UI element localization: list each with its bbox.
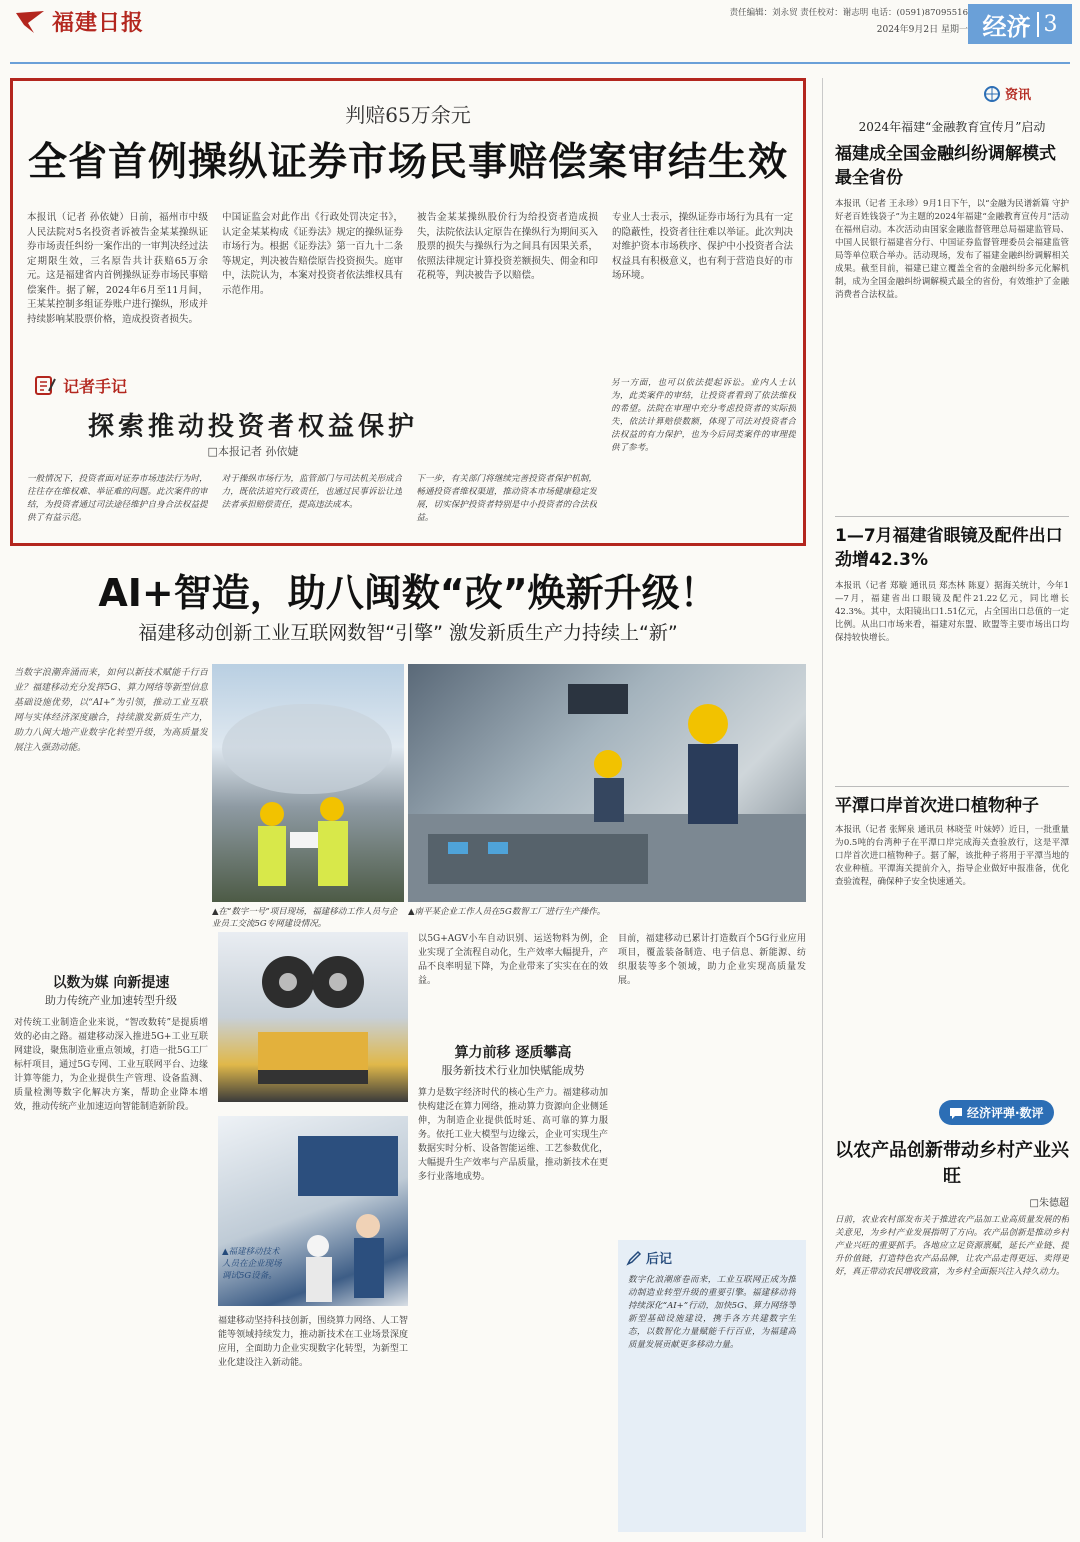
commentary-pill[interactable] [939, 1100, 1054, 1125]
story-3-headline[interactable]: 平潭口岸首次进口植物种子 [835, 796, 1039, 816]
story-2-body: 本报讯（记者 郑璇 通讯员 郑杰林 陈夏）据海关统计，今年1—7月，福建省出口眼镜及配件21.22亿元，同比增长42.3%。其中，太阳镜出口1.51亿元，占全国出口总值的一定比例。从出口市场来看，福建对东盟、欧盟等主要市场出口均保持较快增长。 [835, 581, 1069, 643]
story-2-headline[interactable]: 1—7月福建省眼镜及配件出口劲增42.3% [835, 526, 1063, 570]
lead-body [27, 211, 793, 371]
section-a-subheading: 助力传统产业加速转型升级 [45, 994, 177, 1007]
column-4-body: 目前，福建移动已累计打造数百个5G行业应用项目，覆盖装备制造、电子信息、新能源、纺织服装等多个领域，助力企业实现高质量发展。 [618, 934, 806, 986]
section-b-body: 算力是数字经济时代的核心生产力。福建移动加快构建泛在算力网络，推动算力资源向企业侧延伸，为制造企业提供低时延、高可靠的算力服务。依托工业大模型与边缘云，企业可实现生产数据实时分析、设备智能运维、工艺参数优化，大幅提升生产效率与产品质量，推动新技术在更多行业落地成势。 [418, 1088, 608, 1182]
photo-1-caption: ▲在“数字一号”项目现场，福建移动工作人员与企业员工交流5G专网建设情况。 [212, 907, 398, 929]
news-globe-icon [983, 85, 1001, 103]
lead-column: 专业人士表示，操纵证券市场行为具有一定的隐蔽性，投资者往往难以举证。此次判决对维护资本市场秩序、保护中小投资者合法权益具有积极意义，也有利于营造良好的市场环境。 [612, 212, 793, 281]
lead-kicker: 判赔65万余元 [345, 103, 471, 127]
photo-agv-cart[interactable] [218, 932, 408, 1102]
story-4-headline[interactable]: 以农产品创新带动乡村产业兴旺 [835, 1140, 1069, 1187]
page-number: 3 [1037, 12, 1058, 37]
column-2-body: 福建移动坚持科技创新，围绕算力网络、人工智能等领域持续发力，推动新技术在工业场景深度应用，全面助力企业实现数字化转型，为新型工业化建设注入新动能。 [218, 1316, 408, 1368]
editor-line: 责任编辑：刘永贸 责任校对：谢志明 电话：(0591)87095516 [729, 8, 968, 18]
logo-text: 福建日报 [52, 10, 145, 36]
reporter-note-byline: □本报记者 孙依婕 [207, 445, 299, 458]
photo-4-caption: ▲福建移动技术人员在企业现场调试5G设备。 [222, 1247, 282, 1281]
column-3-body: 以5G+AGV小车自动识别、运送物料为例，企业实现了全流程自动化，生产效率大幅提升，产品不良率明显下降，为企业带来了实实在在的效益。 [418, 934, 608, 986]
story-4-body: 日前，农业农村部发布关于推进农产品加工业高质量发展的相关意见，为乡村产业发展指明了方向。农产品创新是推动乡村产业兴旺的重要抓手。各地应立足资源禀赋，延长产业链、提升价值链，打造特色农产品品牌，让农产品走得更远、卖得更好，真正带动农民增收致富，为乡村全面振兴注入持久动力。 [835, 1215, 1069, 1277]
news-brief-tag [983, 84, 1031, 103]
photo-engineers-onsite[interactable] [212, 664, 404, 902]
note-right-column: 另一方面，也可以依法提起诉讼。业内人士认为，此类案件的审结，让投资者看到了依法维权的希望。法院在审理中充分考虑投资者的实际损失，依法计算赔偿数额，体现了司法对投资者合法权益的有力保护，也为今后同类案件的审理提供了参考。 [611, 378, 796, 453]
lead-headline[interactable]: 全省首例操纵证券市场民事赔偿案审结生效 [27, 140, 788, 185]
notebook-pen-icon [33, 373, 57, 397]
pen-icon [626, 1250, 642, 1266]
section-b-subheading: 服务新技术行业加快赋能成势 [441, 1064, 585, 1077]
afterword-body: 数字化浪潮席卷而来，工业互联网正成为推动制造业转型升级的重要引擎。福建移动将持续深化“AI+”行动，加快5G、算力网络等新型基础设施建设，携手各方共建数字生态，以数智化力量赋能千行百业，为福建高质量发展贡献更多移动力量。 [628, 1275, 796, 1350]
photo-1-illustration [212, 664, 404, 902]
section-a-heading: 以数为媒 向新提速 [52, 975, 170, 991]
lead-column: 本报讯（记者 孙依婕）日前，福州市中级人民法院对5名投资者诉被告金某某操纵证券市场责任纠纷一案作出的一审判决经过法定期限生效，三名原告共计获赔65万余元。这是福建省内首例操纵证券市场民事赔偿案件。据了解，2024年6月至11月间，王某某控制多组证券账户进行操纵，形成并持续影响某股票价格，造成投资者损失。 [27, 212, 208, 325]
photo-3-illustration [218, 932, 408, 1102]
lead-column: 被告金某某操纵股价行为给投资者造成损失，法院依法认定原告在操纵行为期间买入股票的损失与操纵行为之间具有因果关系，依照法律规定计算投资差额损失、佣金和印花税等，判决被告予以赔偿。 [417, 212, 598, 281]
lead-column: 中国证监会对此作出《行政处罚决定书》，认定金某某构成《证券法》规定的操纵证券市场行为。根据《证券法》第一百九十二条等规定，判决被告赔偿原告投资损失。庭审中，法院认为，本案对投资者依法维权具有示范作用。 [222, 212, 403, 296]
note-column: 一般情况下，投资者面对证券市场违法行为时，往往存在维权难、举证难的问题。此次案件的审结，为投资者通过司法途径维护自身合法权益提供了有益示范。 [27, 474, 208, 523]
lead-story-box [10, 78, 806, 546]
commentary-label: 经济评弹·数评 [967, 1106, 1044, 1120]
afterword-tag [626, 1248, 672, 1267]
logo-flag-icon [14, 9, 46, 35]
issue-date: 2024年9月2日 星期一 [876, 25, 968, 35]
story-3-body: 本报讯（记者 张辉泉 通讯员 林晓莹 叶妹婷）近日，一批重量为0.5吨的台湾种子在平潭口岸完成海关查验放行，这是平潭口岸首次进口植物种子。据了解，该批种子将用于平潭当地的农业种植。平潭海关提前介入，指导企业做好申报准备，优化查验流程，确保种子安全快速通关。 [835, 825, 1069, 887]
news-brief-label: 资讯 [1005, 88, 1032, 103]
feature-intro: 当数字浪潮奔涌而来，如何以新技术赋能千行百业？福建移动充分发挥5G、算力网络等新型信息基础设施优势，以“AI+”为引领，推动工业互联网与实体经济深度融合，持续激发新质生产力，助力八闽大地产业数字化转型升级，为高质量发展注入强劲动能。 [14, 668, 208, 753]
photo-2-illustration [408, 664, 806, 902]
section-tab[interactable] [968, 4, 1072, 44]
reporter-note-tag [33, 373, 127, 397]
afterword-label: 后记 [646, 1252, 673, 1267]
section-name: 经济 [982, 12, 1031, 41]
masthead [0, 0, 1080, 64]
photo-control-room[interactable] [408, 664, 806, 902]
masthead-rule [10, 62, 1070, 64]
photo-2-caption: ▲南平某企业工作人员在5G数智工厂进行生产操作。 [408, 907, 606, 917]
newspaper-logo[interactable] [14, 6, 144, 37]
afterword-box [618, 1240, 806, 1532]
right-column [822, 78, 1072, 1538]
story-1-headline[interactable]: 福建成全国金融纠纷调解模式最全省份 [835, 144, 1056, 188]
reporter-note-headline[interactable]: 探索推动投资者权益保护 [87, 412, 418, 442]
chat-bubble-icon [949, 1106, 963, 1120]
section-a-body: 对传统工业制造企业来说，“智改数转”是提质增效的必由之路。福建移动深入推进5G+工业互联网建设，聚焦制造业重点领域，打造一批5G工厂标杆项目，通过5G专网、工业互联网平台、边缘计算等能力，为企业提供生产管理、设备监测、质量检测等数字化解决方案，帮助企业降本增效，推动传统产业加速迈向智能制造新阶段。 [14, 1018, 208, 1112]
section-b-heading: 算力前移 逐质攀高 [454, 1045, 572, 1061]
story-1-body: 本报讯（记者 王永珍）9月1日下午，以“金融为民谱新篇 守护好老百姓钱袋子”为主题的2024年福建“金融教育宣传月”活动在福州启动。本次活动由国家金融监督管理总局福建监管局、中国人民银行福建省分行、中国证券监督管理委员会福建监管局等单位联合举办。活动现场，发布了福建金融纠纷调解相关成果。截至目前，福建已建立覆盖全省的金融纠纷多元化解机制，成为全国金融纠纷调解模式最全的省份，有效维护了金融消费者合法权益。 [835, 199, 1069, 300]
story-1-kicker: 2024年福建“金融教育宣传月”启动 [858, 120, 1046, 134]
divider [835, 786, 1069, 787]
reporter-note-body [27, 473, 597, 541]
story-4-byline: □朱德超 [1029, 1198, 1069, 1209]
feature-subheadline: 福建移动创新工业互联网数智“引擎” 激发新质生产力持续上“新” [138, 622, 678, 644]
note-column: 对于操纵市场行为，监管部门与司法机关形成合力，既依法追究行政责任，也通过民事诉讼让违法者承担赔偿责任，提高违法成本。 [221, 474, 403, 510]
reporter-note-label: 记者手记 [63, 376, 128, 396]
divider [835, 516, 1069, 517]
feature-headline[interactable]: AI+智造，助八闽数“改”焕新升级！ [98, 571, 718, 615]
note-column: 下一步，有关部门将继续完善投资者保护机制，畅通投资者维权渠道，推动资本市场健康稳定发展，切实保护投资者特别是中小投资者的合法权益。 [416, 474, 598, 523]
